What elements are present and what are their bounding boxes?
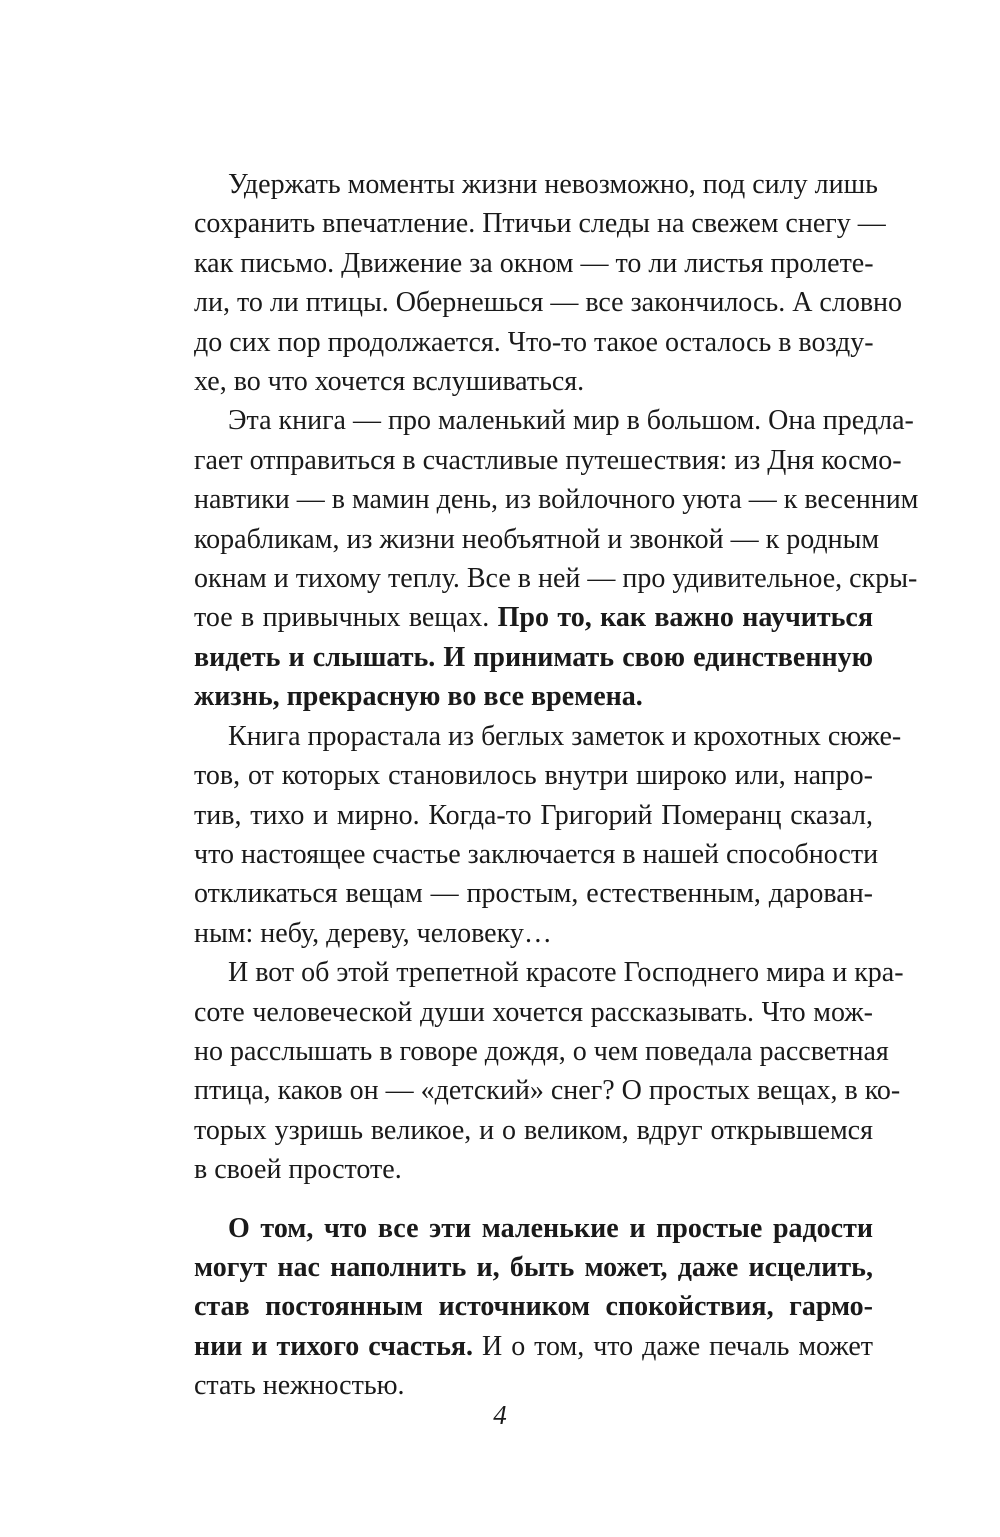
text-line: как письмо. Движение за окном — то ли листья пролете- (194, 247, 874, 279)
text-line: птица, каков он — «детский» снег? О простых вещах, в ко- (194, 1075, 901, 1107)
bold-text: могут нас наполнить и, быть может, даже исцелить, (194, 1251, 873, 1283)
text-line (160, 598, 873, 637)
text-line: гает отправиться в счастливые путешествия: из Дня космо- (194, 444, 902, 476)
plain-text: тое в привычных вещах. (194, 602, 498, 634)
text-line: И вот об этой трепетной красоте Господнего мира и кра- (228, 957, 904, 989)
text-line: откликаться вещам — простым, естественным, дарован- (194, 878, 873, 910)
text-line (160, 1287, 873, 1326)
text-line: Книга прорастала из беглых заметок и крохотных сюже- (228, 720, 902, 752)
text-line: соте человеческой души хочется рассказывать. Что мож- (194, 996, 873, 1028)
text-line (160, 1209, 873, 1248)
body-text (160, 165, 919, 1406)
text-line: в своей простоте. (194, 1154, 402, 1186)
text-line (160, 638, 873, 677)
text-line (160, 1327, 873, 1366)
bold-text: О том, что все эти маленькие и простые радости (228, 1212, 873, 1244)
bold-text: нии и тихого счастья. (194, 1330, 474, 1362)
bold-text: жизнь, прекрасную во все времена. (194, 681, 643, 713)
paragraph-5 (160, 1209, 873, 1406)
plain-text: И о том, что даже печаль может (473, 1330, 873, 1362)
text-line: стать нежностью. (194, 1370, 405, 1402)
text-line: сохранить впечатление. Птичьи следы на свежем снегу — (194, 208, 886, 240)
text-line: окнам и тихому теплу. Все в ней — про удивительное, скры- (194, 563, 918, 595)
text-line: что настоящее счастье заключается в нашей способности (194, 838, 879, 870)
text-line: тив, тихо и мирно. Когда-то Григорий Померанц сказал, (194, 799, 873, 831)
text-line: торых узришь великое, и о великом, вдруг открывшемся (194, 1114, 873, 1146)
page-number: 4 (493, 1400, 507, 1430)
bold-text: видеть и слышать. И принимать свою единственную (194, 641, 873, 673)
text-line: корабликам, из жизни необъятной и звонкой — к родным (194, 523, 880, 555)
text-line: ли, то ли птицы. Обернешься — все закончилось. А словно (194, 287, 903, 319)
paragraph-1 (160, 165, 903, 401)
paragraph-3 (160, 717, 902, 953)
paragraph-2 (160, 401, 919, 716)
text-line (160, 1248, 873, 1287)
bold-text: став постоянным источником спокойствия, гармо- (194, 1291, 873, 1323)
bold-text: Про то, как важно научиться (497, 602, 873, 634)
text-line (160, 677, 873, 716)
text-line: тов, от которых становилось внутри широко или, напро- (194, 760, 873, 792)
text-line: Удержать моменты жизни невозможно, под силу лишь (228, 169, 878, 200)
paragraph-4 (160, 953, 904, 1189)
text-line: хе, во что хочется вслушиваться. (194, 366, 585, 398)
text-line: ным: небу, дереву, человеку… (194, 917, 552, 949)
text-line: Эта книга — про маленький мир в большом. Она предла- (228, 405, 914, 437)
text-line: но расслышать в говоре дождя, о чем поведала рассветная (194, 1035, 889, 1067)
text-line: до сих пор продолжается. Что-то такое осталось в возду- (194, 326, 874, 358)
text-line: навтики — в мамин день, из войлочного уюта — к весенним (194, 484, 919, 516)
